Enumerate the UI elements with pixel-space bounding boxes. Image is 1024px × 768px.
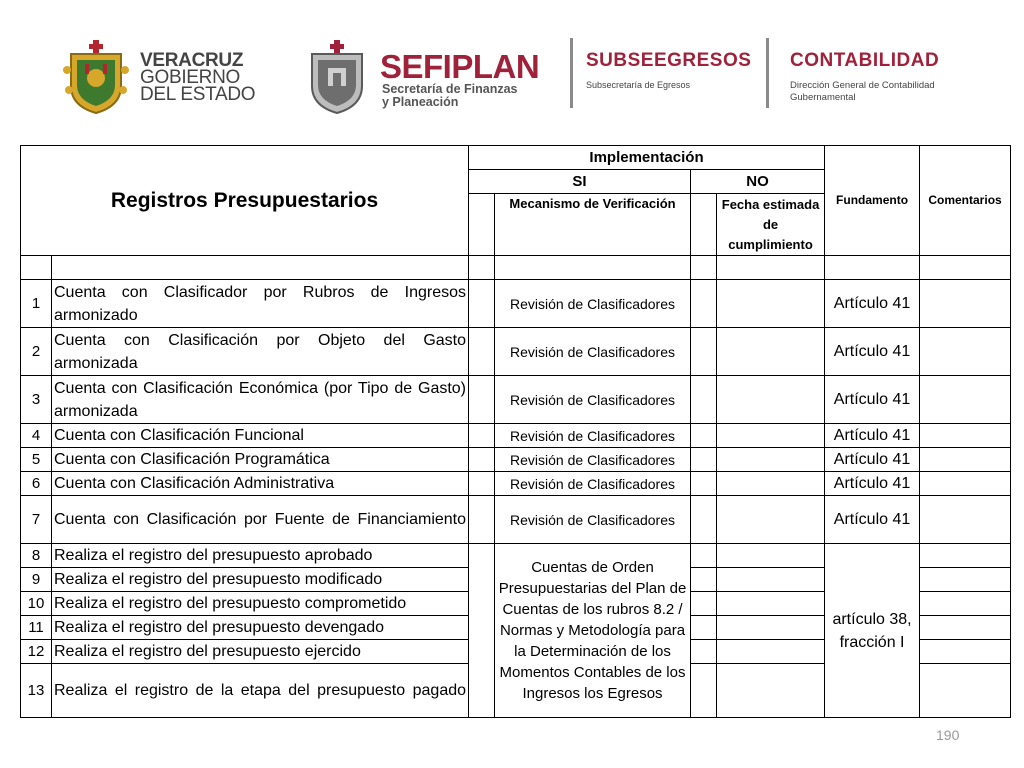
table-row: 7 Cuenta con Clasificación por Fuente de Financiamiento Revisión de Clasificadores Artículo 41 — [21, 496, 1011, 544]
veracruz-logo-text: VERACRUZ GOBIERNO DEL ESTADO — [140, 50, 256, 105]
spacer-row — [21, 256, 1011, 280]
registros-table — [20, 145, 1011, 718]
table-row: 2 Cuenta con Clasificación por Objeto del Gasto armonizada Revisión de Clasificadores Artículo 41 — [21, 328, 1011, 376]
table-row: 13 Realiza el registro de la etapa del presupuesto pagado — [21, 664, 1011, 718]
divider — [570, 38, 573, 108]
header — [0, 0, 1024, 130]
table-row: 11 Realiza el registro del presupuesto devengado — [21, 616, 1011, 640]
veracruz-shield-icon — [63, 40, 129, 114]
fecha-header: Fecha estimada de cumplimiento — [717, 194, 825, 256]
no-header: NO — [691, 170, 825, 194]
sefiplan-subtitle: Secretaría de Finanzas y Planeación — [382, 82, 518, 109]
table-row: 12 Realiza el registro del presupuesto ejercido — [21, 640, 1011, 664]
subseegresos-desc: Subsecretaría de Egresos — [586, 80, 691, 90]
group-fundamento: artículo 38, fracción I — [825, 544, 920, 718]
table-row: 10 Realiza el registro del presupuesto comprometido — [21, 592, 1011, 616]
page-number: 190 — [936, 727, 960, 743]
blank-cell — [469, 194, 495, 256]
divider — [766, 38, 769, 108]
si-header: SI — [469, 170, 691, 194]
table-row: 4 Cuenta con Clasificación Funcional Revisión de Clasificadores Artículo 41 — [21, 424, 1011, 448]
contabilidad-desc: Dirección General de Contabilidad Gubernamental — [790, 80, 935, 103]
sefiplan-shield-icon — [306, 40, 368, 114]
group-mechanism: Cuentas de Orden Presupuestarias del Plan de Cuentas de los rubros 8.2 / Normas y Metodología para la Determinación de los Momentos Contables de los Ingresos los Egresos — [495, 544, 691, 718]
table-row: 3 Cuenta con Clasificación Económica (por Tipo de Gasto) armonizada Revisión de Clasificadores Artículo 41 — [21, 376, 1011, 424]
table-row: 6 Cuenta con Clasificación Administrativa Revisión de Clasificadores Artículo 41 — [21, 472, 1011, 496]
table-row: 8 Realiza el registro del presupuesto aprobado Cuentas de Orden Presupuestarias del Plan de Cuentas de los rubros 8.2 / Normas y Metodología para la Determinación de los Momentos Contables de los Ingresos los Egresos artículo 38, fracción I — [21, 544, 1011, 568]
table-row: 5 Cuenta con Clasificación Programática Revisión de Clasificadores Artículo 41 — [21, 448, 1011, 472]
mecanismo-header: Mecanismo de Verificación — [495, 194, 691, 256]
subseegresos-title: SUBSEEGRESOS — [586, 50, 752, 71]
blank-cell — [691, 194, 717, 256]
sefiplan-name: SEFIPLAN — [380, 48, 540, 85]
table-row: 9 Realiza el registro del presupuesto modificado — [21, 568, 1011, 592]
table-row: 1 Cuenta con Clasificador por Rubros de Ingresos armonizado Revisión de Clasificadores Artículo 41 — [21, 280, 1011, 328]
table-title: Registros Presupuestarios — [21, 146, 469, 256]
comentarios-header: Comentarios — [920, 146, 1011, 256]
implementacion-header: Implementación — [469, 146, 825, 170]
contabilidad-title: CONTABILIDAD — [790, 50, 940, 71]
fundamento-header: Fundamento — [825, 146, 920, 256]
